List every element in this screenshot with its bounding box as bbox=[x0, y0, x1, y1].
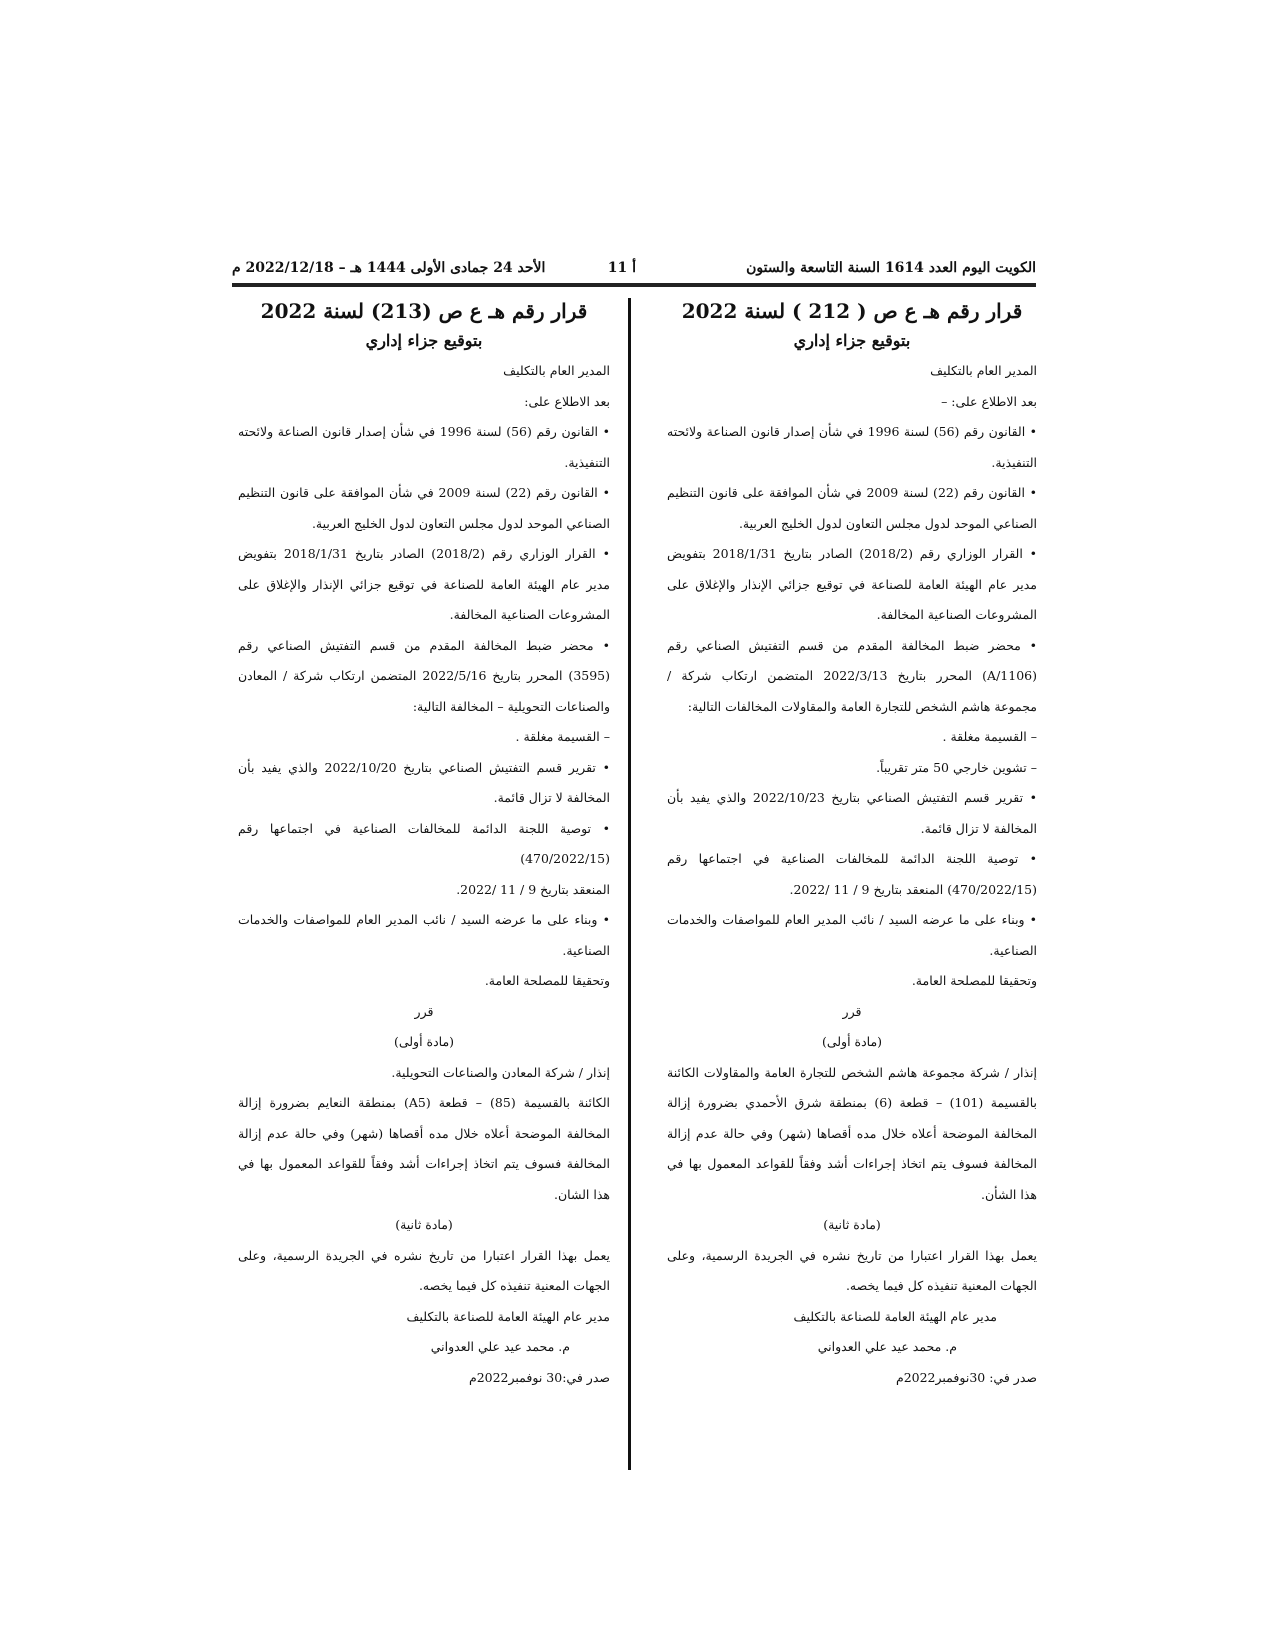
issued-date: صدر في: 30نوفمبر2022م bbox=[895, 1369, 1037, 1385]
signature-name: م. محمد عيد علي العدواني bbox=[817, 1339, 957, 1354]
decided-heading: قرر bbox=[842, 1003, 862, 1019]
paragraph: • توصية اللجنة الدائمة للمخالفات الصناعية في اجتماعها رقم (470/2022/15) المنعقد بتاريخ 9 / 11 /2022. bbox=[667, 851, 1037, 897]
paragraph: • محضر ضبط المخالفة المقدم من قسم التفتيش الصناعي رقم (A/1106) المحرر بتاريخ 2022/3/13 المتضمن ارتكاب شركة / مجموعة هاشم الشخص للتجارة العامة والمقاولات المخالفات التالية: bbox=[667, 637, 1037, 714]
header-page-number: أ 11 bbox=[607, 260, 636, 276]
paragraph: بعد الاطلاع على: bbox=[524, 393, 610, 409]
paragraph: • القانون رقم (22) لسنة 2009 في شأن الموافقة على قانون التنظيم الصناعي الموحد لدول مجلس التعاون لدول الخليج العربية. bbox=[238, 485, 610, 531]
paragraph: • محضر ضبط المخالفة المقدم من قسم التفتيش الصناعي رقم (3595) المحرر بتاريخ 2022/5/16 المتضمن ارتكاب شركة / المعادن والصناعات التحويلية – المخالفة التالية: bbox=[238, 637, 611, 714]
article-2-heading: (مادة ثانية) bbox=[395, 1217, 453, 1232]
issued-date: صدر في:30 نوفمبر2022م bbox=[468, 1369, 610, 1385]
decision-title: قرار رقم هـ ع ص ( 212 ) لسنة 2022 bbox=[681, 299, 1023, 323]
paragraph: وتحقيقا للمصلحة العامة. bbox=[484, 973, 610, 988]
article-1-text-continued: الكائنة بالقسيمة (85) – قطعة (A5) بمنطقة النعايم بضرورة إزالة المخالفة الموضحة أعلاه خلال مده أقصاها (شهر) وفي حالة عدم إزالة المخالفة فسوف يتم اتخاذ إجراءات أشد وفقاً للقواعد المعمول بها في هذا الشان. bbox=[238, 1095, 610, 1202]
paragraph: – تشوين خارجي 50 متر تقريباً. bbox=[876, 759, 1037, 775]
paragraph: • القرار الوزاري رقم (2018/2) الصادر بتاريخ 2018/1/31 بتفويض مدير عام الهيئة العامة للصناعة في توقيع جزائي الإنذار والإغلاق على المشروعات الصناعية المخالفة. bbox=[238, 546, 610, 622]
header-publication: الكويت اليوم العدد 1614 السنة التاسعة والستون bbox=[746, 260, 1036, 276]
paragraph: • تقرير قسم التفتيش الصناعي بتاريخ 2022/10/20 والذي يفيد بأن المخالفة لا تزال قائمة. bbox=[238, 759, 610, 805]
column-divider bbox=[628, 298, 631, 1470]
article-1-text: إنذار / شركة المعادن والصناعات التحويلية. bbox=[391, 1064, 610, 1080]
paragraph: • القانون رقم (56) لسنة 1996 في شأن إصدار قانون الصناعة ولائحته التنفيذية. bbox=[238, 424, 610, 470]
paragraph: • وبناء على ما عرضه السيد / نائب المدير العام للمواصفات والخدمات الصناعية. bbox=[667, 912, 1037, 958]
signature-title: مدير عام الهيئة العامة للصناعة بالتكليف bbox=[793, 1308, 997, 1324]
paragraph: بعد الاطلاع على: – bbox=[941, 393, 1037, 409]
paragraph: المدير العام بالتكليف bbox=[503, 363, 610, 378]
paragraph: – القسيمة مغلقة . bbox=[942, 729, 1037, 744]
paragraph: • تقرير قسم التفتيش الصناعي بتاريخ 2022/10/23 والذي يفيد بأن المخالفة لا تزال قائمة. bbox=[667, 790, 1037, 836]
article-1-heading: (مادة أولى) bbox=[821, 1034, 883, 1049]
article-1-text: إنذار / شركة مجموعة هاشم الشخص للتجارة العامة والمقاولات الكائنة بالقسيمة (101) – قطعة (6) بمنطقة شرق الأحمدي بضرورة إزالة المخالفة الموضحة أعلاه خلال مده أقصاها (شهر) وفي حالة عدم إزالة المخالفة فسوف يتم اتخاذ إجراءات أشد وفقاً للقواعد المعمول بها في هذا الشأن. bbox=[667, 1064, 1037, 1202]
header-date: الأحد 24 جمادى الأولى 1444 هـ – 2022/12/18 م bbox=[232, 260, 546, 276]
paragraph: وتحقيقا للمصلحة العامة. bbox=[911, 973, 1037, 988]
header-rule bbox=[232, 283, 1036, 287]
decided-heading: قرر bbox=[414, 1003, 434, 1019]
decision-title: قرار رقم هـ ع ص (213) لسنة 2022 bbox=[260, 299, 588, 323]
paragraph: • توصية اللجنة الدائمة للمخالفات الصناعية في اجتماعها رقم (470/2022/15) bbox=[238, 820, 610, 866]
paragraph: • القانون رقم (22) لسنة 2009 في شأن الموافقة على قانون التنظيم الصناعي الموحد لدول مجلس التعاون لدول الخليج العربية. bbox=[667, 485, 1037, 531]
paragraph: المنعقد بتاريخ 9 / 11 /2022. bbox=[456, 881, 610, 897]
article-2-heading: (مادة ثانية) bbox=[823, 1217, 881, 1232]
paragraph: المدير العام بالتكليف bbox=[930, 363, 1037, 378]
paragraph: • القانون رقم (56) لسنة 1996 في شأن إصدار قانون الصناعة ولائحته التنفيذية. bbox=[667, 424, 1037, 470]
article-2-text: يعمل بهذا القرار اعتبارا من تاريخ نشره في الجريدة الرسمية، وعلى الجهات المعنية تنفيذه كل فيما يخصه. bbox=[667, 1247, 1037, 1293]
paragraph: • القرار الوزاري رقم (2018/2) الصادر بتاريخ 2018/1/31 بتفويض مدير عام الهيئة العامة للصناعة في توقيع جزائي الإنذار والإغلاق على المشروعات الصناعية المخالفة. bbox=[667, 546, 1037, 622]
decision-subtitle: بتوقيع جزاء إداري bbox=[793, 331, 911, 350]
decision-212-column bbox=[667, 296, 1037, 1393]
page-header bbox=[232, 256, 1036, 282]
decision-213-column bbox=[238, 296, 610, 1393]
decision-subtitle: بتوقيع جزاء إداري bbox=[365, 331, 483, 350]
paragraph: – القسيمة مغلقة . bbox=[515, 729, 610, 744]
paragraph: • وبناء على ما عرضه السيد / نائب المدير العام للمواصفات والخدمات الصناعية. bbox=[238, 912, 610, 958]
article-1-heading: (مادة أولى) bbox=[393, 1034, 455, 1049]
signature-title: مدير عام الهيئة العامة للصناعة بالتكليف bbox=[406, 1308, 610, 1324]
signature-name: م. محمد عيد علي العدواني bbox=[430, 1339, 570, 1354]
article-2-text: يعمل بهذا القرار اعتبارا من تاريخ نشره في الجريدة الرسمية، وعلى الجهات المعنية تنفيذه كل فيما يخصه. bbox=[238, 1247, 610, 1293]
